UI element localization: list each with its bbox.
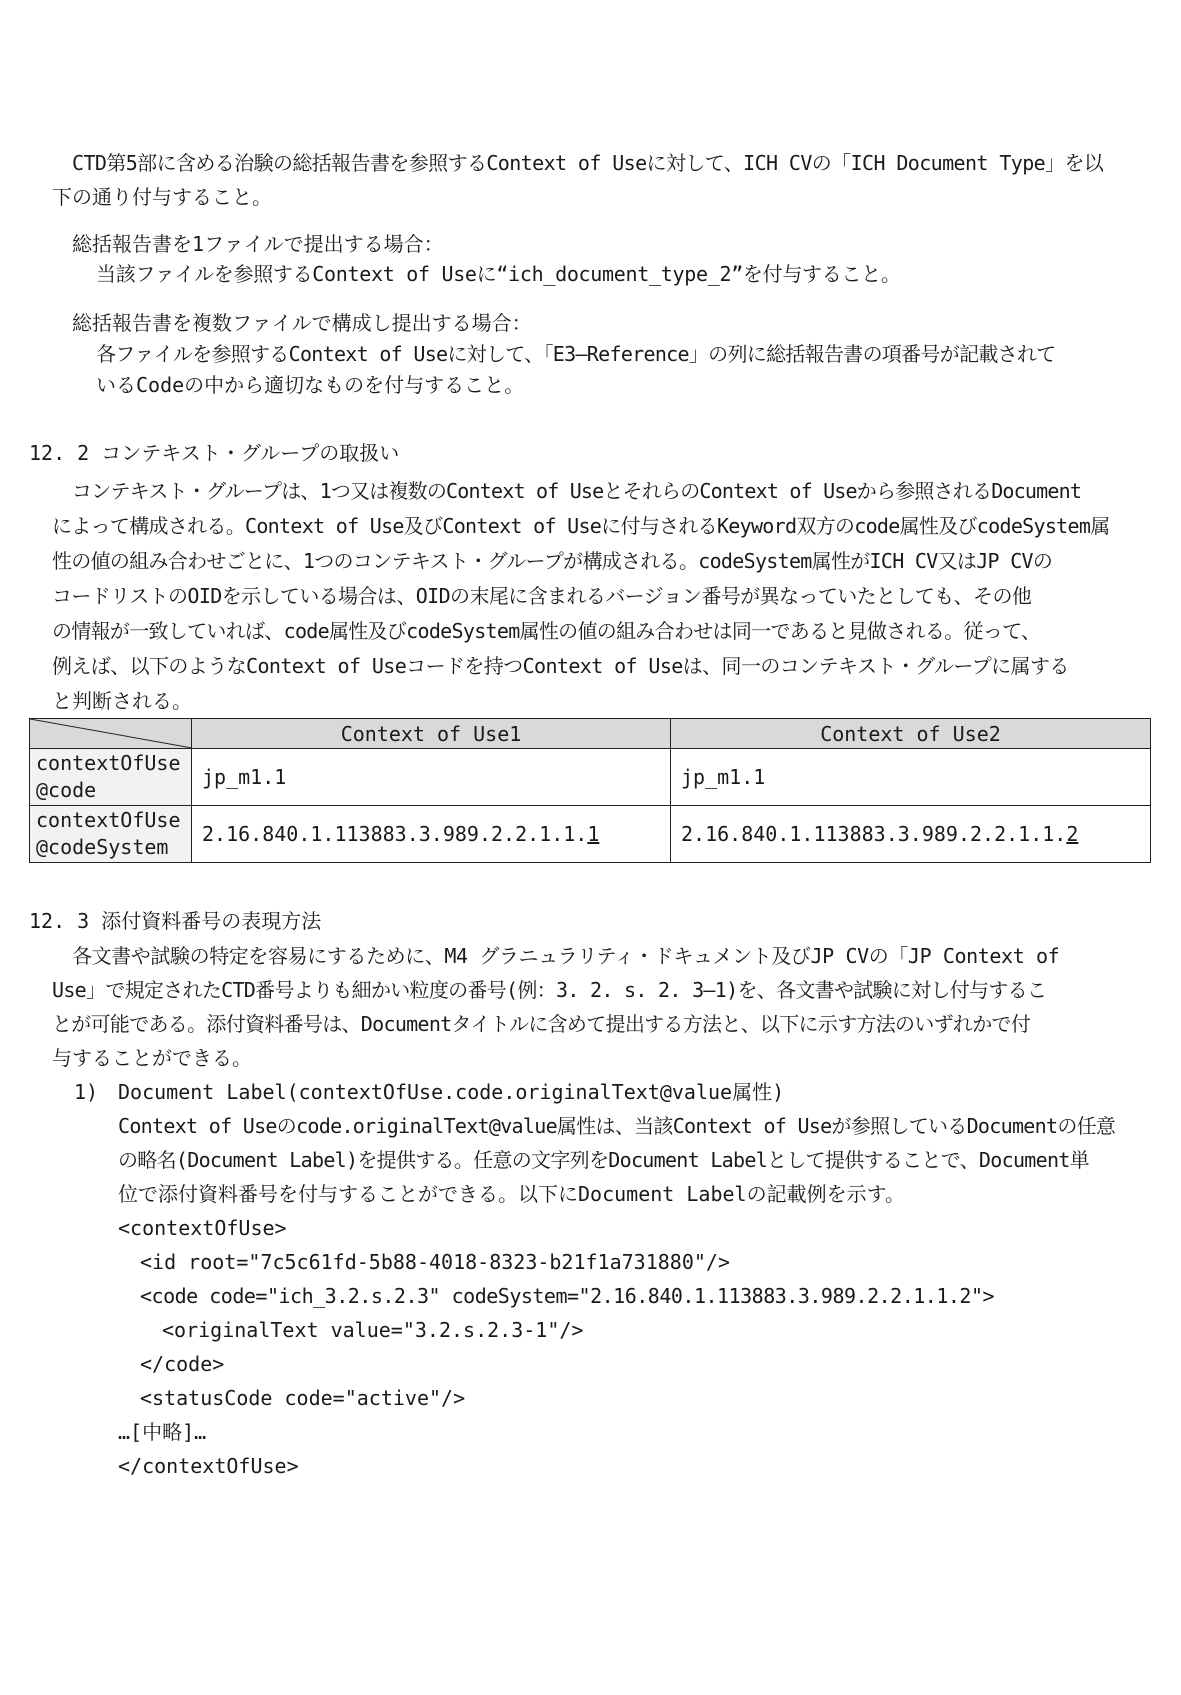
section-12-3-line-1: 各文書や試験の特定を容易にするために、M4 グラニュラリティ・ドキュメント及びJP CVの「JP Context of <box>72 944 1060 968</box>
row-header-code <box>30 749 192 806</box>
cell-cou2-codesystem-version: 2 <box>1066 822 1079 846</box>
intro-line-2: 下の通り付与すること。 <box>52 185 272 209</box>
multi-file-line-2: いるCodeの中から適切なものを付与すること。 <box>96 373 525 397</box>
diagonal-line-icon <box>30 719 192 748</box>
code-line-6: <statusCode code="active"/> <box>140 1386 466 1410</box>
column-header-cou2: Context of Use2 <box>671 719 1151 749</box>
table-corner-cell <box>30 719 192 749</box>
cell-cou1-code: jp_m1.1 <box>192 749 671 806</box>
column-header-cou1: Context of Use1 <box>192 719 671 749</box>
cell-cou2-code: jp_m1.1 <box>671 749 1151 806</box>
intro-line-1: CTD第5部に含める治験の総括報告書を参照するContext of Useに対して、ICH CVの「ICH Document Type」を以 <box>72 151 1104 175</box>
code-line-5: </code> <box>140 1352 225 1376</box>
item-title: Document Label(contextOfUse.code.originalText@value属性) <box>118 1080 785 1104</box>
single-file-text: 当該ファイルを参照するContext of Useに“ich_document_type_2”を付与すること。 <box>96 262 901 286</box>
row-header-code-line-1: contextOfUse <box>36 751 181 775</box>
section-12-3-line-4: 与することができる。 <box>52 1046 252 1070</box>
context-of-use-table <box>29 718 1151 863</box>
single-file-label: 総括報告書を1ファイルで提出する場合： <box>72 232 444 256</box>
code-line-7: …[中略]… <box>118 1420 207 1444</box>
section-12-3-line-2: Use」で規定されたCTD番号よりも細かい粒度の番号(例：3. 2. s. 2. 3―1)を、各文書や試験に対し付与するこ <box>52 978 1047 1002</box>
cell-cou1-codesystem-version: 1 <box>587 822 600 846</box>
section-12-3-heading: 12. 3 添付資料番号の表現方法 <box>29 909 322 933</box>
row-header-codesystem-line-2: @codeSystem <box>36 835 169 859</box>
section-12-2-line-5: の情報が一致していれば、code属性及びcodeSystem属性の値の組み合わせは同一であると見做される。従って、 <box>52 619 1041 643</box>
code-line-2: <id root="7c5c61fd-5b88-4018-8323-b21f1a731880"/> <box>140 1250 731 1274</box>
item-number: 1) <box>74 1080 99 1104</box>
section-12-2-line-1: コンテキスト・グループは、1つ又は複数のContext of UseとそれらのContext of Useから参照されるDocument <box>72 479 1082 503</box>
item-line-1: Context of Useのcode.originalText@value属性は、当該Context of Useが参照しているDocumentの任意 <box>118 1114 1116 1138</box>
multi-file-label: 総括報告書を複数ファイルで構成し提出する場合： <box>72 311 532 335</box>
table-row-codesystem <box>30 806 1151 863</box>
section-12-2-heading: 12. 2 コンテキスト・グループの取扱い <box>29 441 400 465</box>
row-header-codesystem-line-1: contextOfUse <box>36 808 181 832</box>
item-line-3: 位で添付資料番号を付与することができる。以下にDocument Labelの記載例を示す。 <box>118 1182 905 1206</box>
item-line-2: の略名(Document Label)を提供する。任意の文字列をDocument Labelとして提供することで、Document単 <box>118 1148 1089 1172</box>
table-row-code <box>30 749 1151 806</box>
section-12-2-line-3: 性の値の組み合わせごとに、1つのコンテキスト・グループが構成される。codeSystem属性がICH CV又はJP CVの <box>52 549 1053 573</box>
code-line-1: <contextOfUse> <box>118 1216 287 1240</box>
cell-cou1-codesystem <box>192 806 671 863</box>
code-line-8: </contextOfUse> <box>118 1454 299 1478</box>
row-header-code-line-2: @code <box>36 778 97 802</box>
section-12-2-line-6: 例えば、以下のようなContext of Useコードを持つContext of Useは、同一のコンテキスト・グループに属する <box>52 654 1069 678</box>
row-header-codesystem <box>30 806 192 863</box>
table-header-row <box>30 719 1151 749</box>
cell-cou2-codesystem-prefix: 2.16.840.1.113883.3.989.2.2.1.1. <box>681 822 1067 846</box>
cell-cou2-codesystem <box>671 806 1151 863</box>
section-12-2-line-4: コードリストのOIDを示している場合は、OIDの末尾に含まれるバージョン番号が異なっていたとしても、その他 <box>52 584 1032 608</box>
code-line-4: <originalText value="3.2.s.2.3-1"/> <box>162 1318 584 1342</box>
cell-cou1-codesystem-prefix: 2.16.840.1.113883.3.989.2.2.1.1. <box>202 822 588 846</box>
multi-file-line-1: 各ファイルを参照するContext of Useに対して、「E3―Reference」の列に総括報告書の項番号が記載されて <box>96 342 1056 366</box>
section-12-2-line-2: によって構成される。Context of Use及びContext of Useに付与されるKeyword双方のcode属性及びcodeSystem属 <box>52 514 1110 538</box>
code-line-3: <code code="ich_3.2.s.2.3" codeSystem="2.16.840.1.113883.3.989.2.2.1.1.2"> <box>140 1284 995 1308</box>
section-12-2-line-7: と判断される。 <box>52 689 192 713</box>
section-12-3-line-3: とが可能である。添付資料番号は、Documentタイトルに含めて提出する方法と、以下に示す方法のいずれかで付 <box>52 1012 1031 1036</box>
